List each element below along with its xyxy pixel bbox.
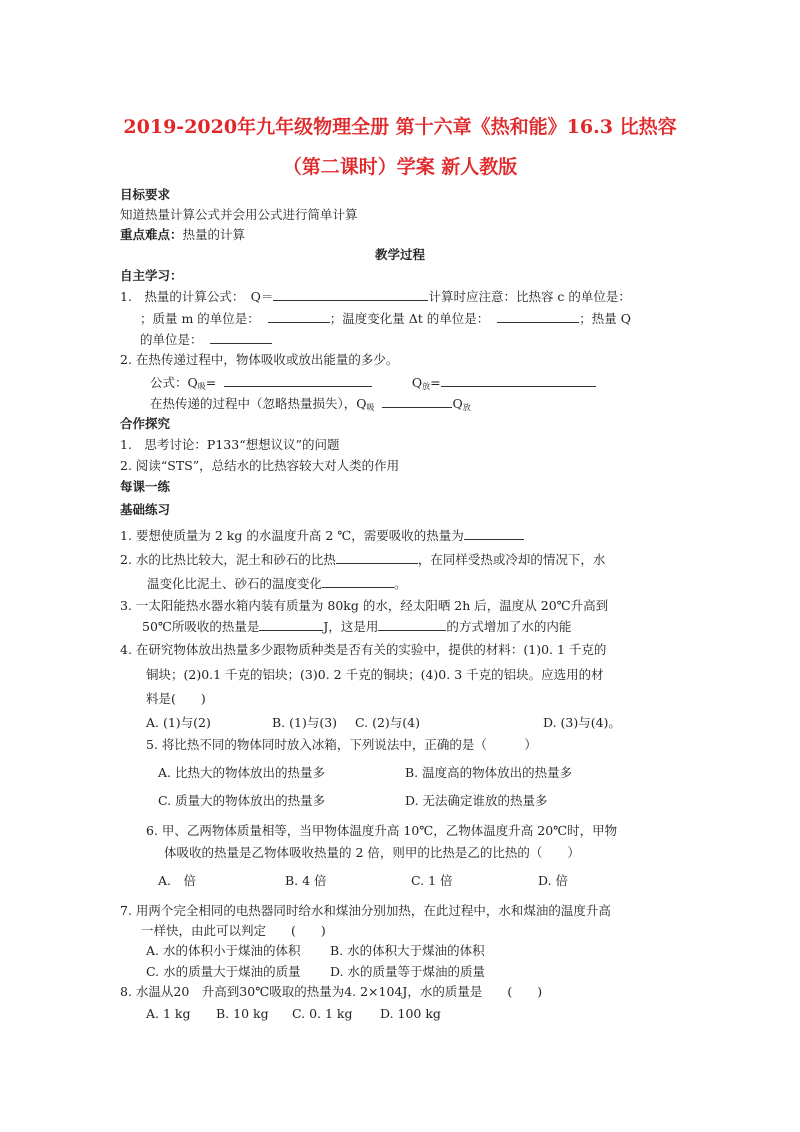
q1-mid: 计算时应注意：比热容 c 的单位是： — [428, 289, 631, 304]
exercise-1-text: 1. 要想使质量为 2 kg 的水温度升高 2 ℃，需要吸收的热量为 — [120, 528, 464, 543]
exercise-6-option-b: B. 4 倍 — [285, 873, 327, 888]
exercise-7-option-b: B. 水的体积大于煤油的体积 — [330, 943, 485, 958]
exercise-8-option-b: B. 10 kg — [216, 1006, 269, 1021]
exercise-4-line3: 料是( ) — [146, 691, 206, 706]
q2-release-blank[interactable] — [441, 374, 596, 387]
document-title-line2: （第二课时）学案 新人教版 — [282, 156, 518, 178]
self-study-q1-line1 — [120, 288, 631, 305]
process-heading: 教学过程 — [374, 247, 425, 262]
exercise-2-line2 — [147, 575, 407, 592]
q2-absorb-blank[interactable] — [224, 374, 372, 387]
exercise-5: 5. 将比热不同的物体同时放入冰箱，下列说法中，正确的是（ ） — [146, 737, 537, 752]
exercise-5-option-b: B. 温度高的物体放出的热量多 — [405, 765, 573, 780]
self-study-q2: 2. 在热传递过程中，物体吸收或放出能量的多少。 — [120, 352, 399, 367]
exercise-8-option-c: C. 0. 1 kg — [292, 1006, 353, 1021]
q2-formula-line — [150, 374, 596, 395]
self-study-heading: 自主学习： — [120, 268, 183, 283]
exercise-3-text-c: J，这是用 — [323, 619, 379, 634]
exercise-7-option-a: A. 水的体积小于煤油的体积 — [146, 943, 301, 958]
exercise-4-line1: 4. 在研究物体放出热量多少跟物质种类是否有关的实验中，提供的材料：(1)0. 1 千克的 — [120, 642, 607, 657]
q1-dt-label: ；温度变化量 Δt 的单位是： — [329, 311, 490, 326]
exercise-2-text-d: 。 — [394, 576, 407, 591]
q2-transfer-sub-release: 放 — [462, 403, 471, 412]
exercise-4-option-a: A. (1)与(2) — [146, 715, 211, 730]
exercise-3-blank-2[interactable] — [378, 618, 446, 631]
exercise-2-blank-2[interactable] — [322, 575, 394, 588]
exercise-3-line2 — [142, 618, 571, 635]
document-title-line1: 2019-2020年九年级物理全册 第十六章《热和能》16.3 比热容 — [123, 116, 677, 138]
exercise-2-line1 — [120, 551, 605, 568]
exercise-3-text-d: 的方式增加了水的内能 — [446, 619, 572, 634]
exercise-1-blank[interactable] — [464, 527, 524, 540]
practice-heading: 每课一练 — [120, 479, 171, 494]
q1-heat-label: ；热量 Q — [579, 311, 631, 326]
exercise-3-line1: 3. 一太阳能热水器水箱内装有质量为 80kg 的水，经太阳晒 2h 后，温度从 20℃升高到 — [120, 598, 609, 613]
cooperation-item-2: 2. 阅读“STS”，总结水的比热容较大对人类的作用 — [120, 458, 400, 473]
exercise-6-line2: 体吸收的热量是乙物体吸收热量的 2 倍，则甲的比热是乙的比热的（ ） — [164, 845, 580, 860]
exercise-7-option-d: D. 水的质量等于煤油的质量 — [330, 964, 486, 979]
exercise-3-text-b: 50℃所吸收的热量是 — [142, 619, 260, 634]
exercise-4-option-d: D. (3)与(4)。 — [543, 715, 621, 730]
key-points — [120, 227, 245, 243]
goals-heading: 目标要求 — [120, 187, 171, 202]
self-study-q1-line3 — [140, 331, 272, 348]
exercise-4-option-b: B. (1)与(3) — [272, 715, 338, 730]
q1-prefix: 1. 热量的计算公式： Q＝ — [120, 289, 274, 304]
cooperation-heading: 合作探究 — [120, 416, 171, 431]
q2-q-end: Q — [452, 396, 463, 411]
exercise-6-line1: 6. 甲、乙两物体质量相等，当甲物体温度升高 10℃，乙物体温度升高 20℃时，甲物 — [146, 823, 618, 838]
exercise-2-text-c: 温变化比泥土、砂石的温度变化 — [147, 576, 323, 591]
key-points-text: 热量的计算 — [182, 227, 246, 242]
q2-transfer-line — [150, 395, 471, 416]
exercise-2-text-a: 2. 水的比热比较大，泥土和砂石的比热 — [120, 552, 336, 567]
exercise-4-line2: 铜块；(2)0.1 千克的铝块；(3)0. 2 千克的铜块；(4)0. 3 千克的铝块。应选用的材 — [146, 667, 604, 682]
q2-transfer-sub-absorb: 吸 — [366, 403, 375, 412]
q1-formula-blank[interactable] — [273, 288, 428, 301]
exercise-5-option-a: A. 比热大的物体放出的热量多 — [158, 765, 325, 780]
exercise-8-option-a: A. 1 kg — [146, 1006, 191, 1021]
exercise-7-line1: 7. 用两个完全相同的电热器同时给水和煤油分别加热，在此过程中，水和煤油的温度升高 — [120, 903, 611, 918]
exercise-1 — [120, 527, 524, 544]
exercise-5-option-d: D. 无法确定谁放的热量多 — [405, 793, 548, 808]
exercise-6-option-c: C. 1 倍 — [411, 873, 453, 888]
exercise-7-line2: 一样快，由此可以判定 ( ) — [141, 923, 326, 938]
q1-dt-blank[interactable] — [497, 310, 579, 323]
q1-mass-blank[interactable] — [268, 310, 330, 323]
q2-sub-absorb: 吸 — [197, 382, 206, 391]
exercise-8-option-d: D. 100 kg — [380, 1006, 441, 1021]
exercise-2-blank-1[interactable] — [336, 551, 418, 564]
cooperation-item-1: 1. 思考讨论：P133“想想议议”的问题 — [120, 437, 340, 452]
q2-eq2: = — [430, 375, 441, 390]
exercise-2-text-b: ，在同样受热或冷却的情况下，水 — [417, 552, 606, 567]
exercise-6-option-d: D. 倍 — [538, 873, 569, 888]
exercise-8: 8. 水温从20 升高到30℃吸取的热量为4. 2×104J，水的质量是 ( ) — [120, 984, 543, 999]
self-study-q1-line2 — [140, 310, 631, 327]
exercise-5-option-c: C. 质量大的物体放出的热量多 — [158, 793, 326, 808]
q1-heat-unit-blank[interactable] — [210, 331, 272, 344]
q2-eq1: = — [205, 375, 217, 390]
exercise-7-option-c: C. 水的质量大于煤油的质量 — [146, 964, 301, 979]
exercise-3-blank-1[interactable] — [259, 618, 323, 631]
q2-formula-label: 公式：Q — [150, 375, 198, 390]
basic-heading: 基础练习 — [120, 502, 171, 517]
q2-sub-release: 放 — [422, 382, 431, 391]
q2-q-release: Q — [411, 375, 423, 390]
q2-transfer-text: 在热传递的过程中（忽略热量损失），Q — [150, 396, 367, 411]
goals-text: 知道热量计算公式并会用公式进行简单计算 — [120, 207, 358, 222]
q1-mass-label: ；质量 m 的单位是： — [140, 311, 260, 326]
key-points-label: 重点难点： — [120, 227, 183, 242]
q1-heat-unit-label: 的单位是： — [140, 332, 203, 347]
q2-relation-blank[interactable] — [382, 395, 452, 408]
exercise-4-option-c: C. (2)与(4) — [355, 715, 420, 730]
exercise-6-option-a: A. 倍 — [158, 873, 197, 888]
